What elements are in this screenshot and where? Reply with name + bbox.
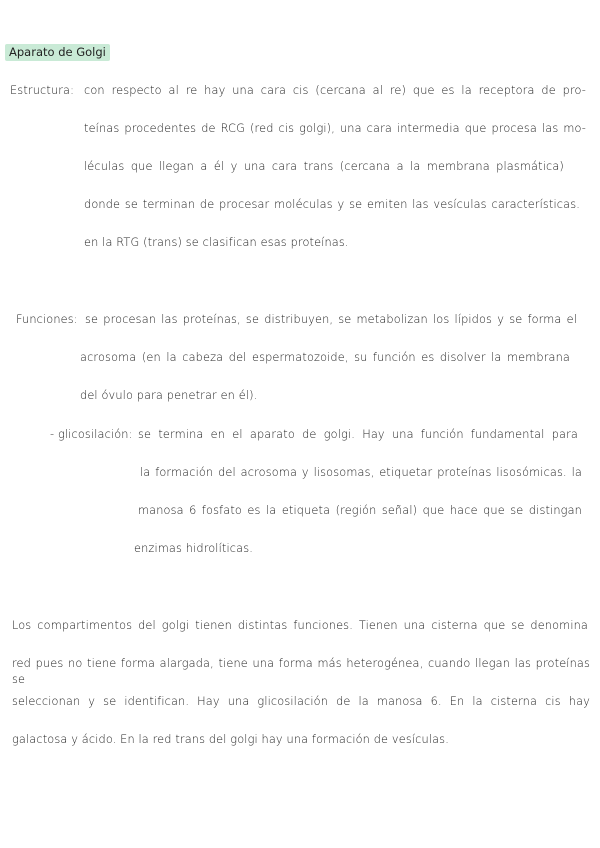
estructura-line-4: donde se terminan de procesar moléculas y se emiten las vesículas características.	[84, 198, 580, 211]
glicosilacion-line-1: se termina en el aparato de golgi. Hay una función fundamental para	[138, 428, 578, 441]
compartimentos-line-2: red pues no tiene forma alargada, tiene una forma más heterogénea, cuando llegan las proteínas se	[12, 657, 590, 686]
glicosilacion-label: - glicosilación:	[50, 428, 133, 441]
funciones-line-3: del óvulo para penetrar en él).	[80, 389, 258, 402]
glicosilacion-line-2: la formación del acrosoma y lisosomas, etiquetar proteínas lisosómicas. la	[140, 466, 582, 479]
estructura-line-1: con respecto al re hay una cara cis (cercana al re) que es la receptora de pro-	[84, 84, 586, 97]
page-title: Aparato de Golgi	[5, 44, 110, 61]
funciones-line-1: se procesan las proteínas, se distribuyen, se metabolizan los lípidos y se forma el	[85, 313, 577, 326]
glicosilacion-line-3: manosa 6 fosfato es la etiqueta (región señal) que hace que se distingan	[138, 504, 582, 517]
funciones-label: Funciones:	[16, 313, 78, 326]
estructura-line-3: léculas que llegan a él y una cara trans (cercana a la membrana plasmática)	[84, 160, 564, 173]
estructura-line-5: en la RTG (trans) se clasifican esas proteínas.	[84, 236, 349, 249]
glicosilacion-line-4: enzimas hidrolíticas.	[134, 542, 253, 555]
funciones-line-2: acrosoma (en la cabeza del espermatozoide, su función es disolver la membrana	[80, 351, 570, 364]
estructura-label: Estructura:	[10, 84, 75, 97]
compartimentos-line-1: Los compartimentos del golgi tienen distintas funciones. Tienen una cisterna que se denomina	[12, 619, 588, 632]
estructura-line-2: teínas procedentes de RCG (red cis golgi), una cara intermedia que procesa las mo-	[84, 122, 586, 135]
compartimentos-line-3: seleccionan y se identifican. Hay una glicosilación de la manosa 6. En la cisterna cis hay	[12, 695, 590, 708]
compartimentos-line-4: galactosa y ácido. En la red trans del golgi hay una formación de vesículas.	[12, 733, 449, 746]
